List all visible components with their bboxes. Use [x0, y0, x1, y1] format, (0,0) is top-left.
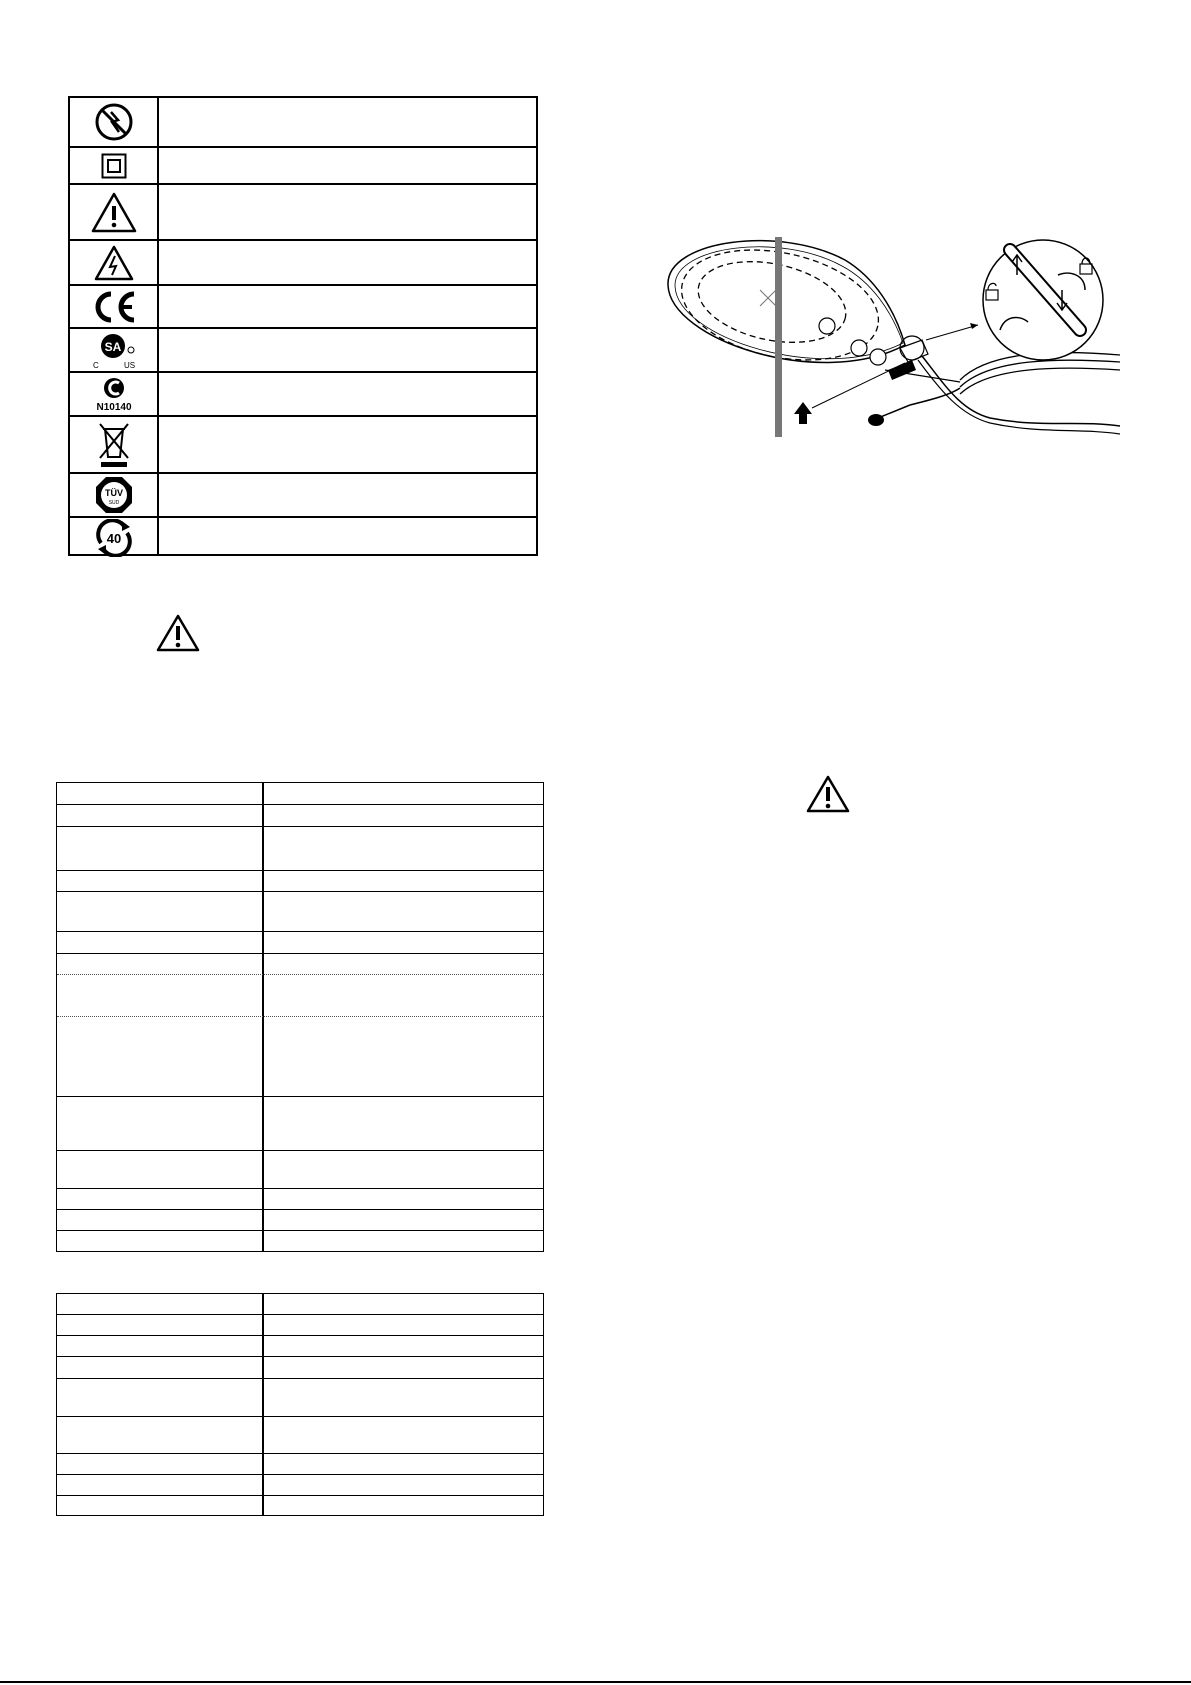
symbol-row — [70, 185, 536, 241]
symbol-row — [70, 329, 536, 373]
table-row — [57, 783, 543, 805]
symbol-row — [70, 286, 536, 329]
symbol-row — [70, 98, 536, 148]
svg-text:C: C — [92, 361, 99, 370]
page-bottom-border — [0, 1681, 1191, 1683]
symbol-row — [70, 474, 536, 518]
table-row — [57, 975, 543, 1017]
table-row — [57, 892, 543, 932]
table-row — [57, 827, 543, 871]
double-insulation-icon — [70, 148, 157, 183]
symbol-table — [68, 96, 538, 556]
table-row — [57, 1151, 543, 1189]
table-row — [57, 954, 543, 975]
symbol-row — [70, 241, 536, 286]
spec-table-2 — [56, 1293, 544, 1516]
symbol-row — [70, 373, 536, 417]
table-row — [57, 1336, 543, 1357]
rcm-mark-icon — [70, 373, 157, 415]
table-row — [57, 871, 543, 892]
table-row — [57, 1379, 543, 1417]
symbol-row — [70, 417, 536, 474]
table-row — [57, 1315, 543, 1336]
electric-shock-icon — [70, 241, 157, 284]
table-row — [57, 1189, 543, 1210]
clamp-installation-diagram — [660, 230, 1120, 455]
warning-triangle-icon — [70, 185, 157, 239]
table-row — [57, 805, 543, 827]
weee-bin-icon — [70, 417, 157, 472]
svg-text:N10140: N10140 — [95, 402, 132, 413]
csa-mark-icon — [70, 329, 157, 371]
warning-triangle-icon — [806, 774, 850, 819]
table-row — [57, 1454, 543, 1475]
table-row — [57, 1294, 543, 1315]
table-row — [57, 1475, 543, 1496]
table-row — [57, 1417, 543, 1454]
table-row — [57, 932, 543, 954]
table-row — [57, 1357, 543, 1379]
svg-text:US: US — [123, 361, 135, 370]
spec-table-1 — [56, 782, 544, 1252]
symbol-row — [70, 148, 536, 185]
table-row — [57, 1017, 543, 1097]
symbol-row — [70, 518, 536, 558]
svg-text:SUD: SUD — [108, 500, 119, 506]
svg-text:TÜV: TÜV — [104, 488, 123, 498]
svg-text:40: 40 — [106, 531, 121, 546]
no-disassemble-icon — [70, 98, 157, 146]
svg-text:SA: SA — [104, 340, 121, 354]
warning-triangle-icon — [156, 613, 200, 658]
ce-mark-icon — [70, 286, 157, 327]
tuv-mark-icon — [70, 474, 157, 516]
table-row — [57, 1210, 543, 1231]
efup-40-icon — [70, 518, 157, 558]
table-row — [57, 1231, 543, 1253]
table-row — [57, 1496, 543, 1517]
table-row — [57, 1097, 543, 1151]
